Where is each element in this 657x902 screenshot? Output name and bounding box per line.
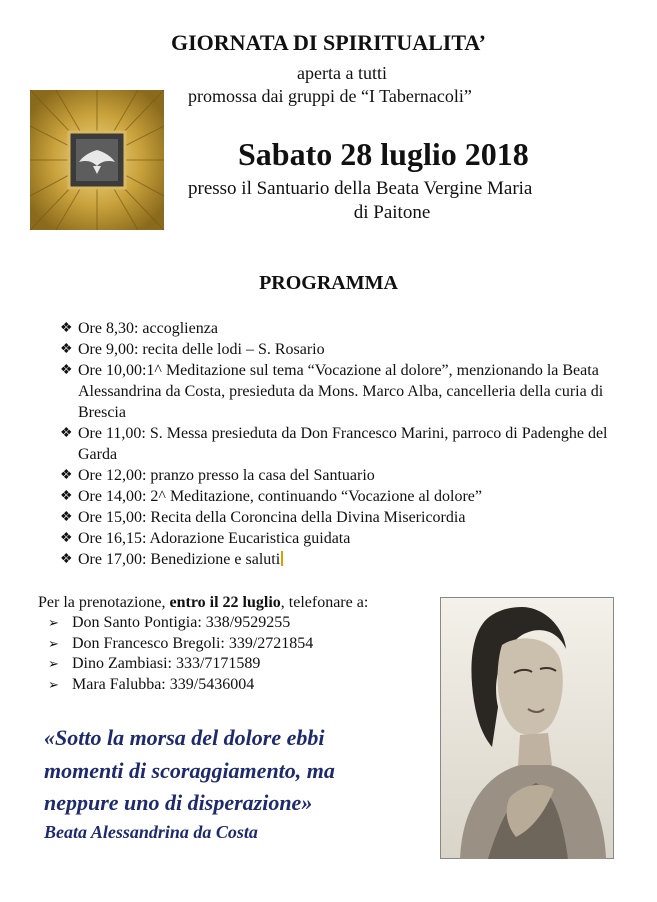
arrow-bullet-icon: ➢ [48,615,59,630]
booking-intro-text: Per la prenotazione, [38,594,170,611]
quote-line: «Sotto la morsa del dolore ebbi [44,725,325,750]
program-item-text: Ore 17,00: Benedizione e saluti [78,551,281,568]
program-item [60,507,620,528]
page-title: GIORNATA DI SPIRITUALITA’ [171,30,486,55]
event-place-line-2: di Paitone [353,202,431,223]
contact-text: Don Francesco Bregoli: 339/2721854 [72,634,314,652]
booking-intro [38,594,368,612]
subtitle-promoted-by: promossa dai gruppi de “I Tabernacoli” [188,86,472,106]
program-item [60,528,620,549]
diamond-bullet-icon: ❖ [60,342,73,357]
event-date: Sabato 28 luglio 2018 [238,136,529,172]
booking-deadline: entro il 22 luglio [169,594,281,611]
subtitle-open-to-all: aperta a tutti [297,63,387,83]
program-item [60,486,620,507]
program-item [60,360,620,423]
program-item-text: Ore 15,00: Recita della Coroncina della Divina Misericordia [78,509,466,526]
diamond-bullet-icon: ❖ [60,468,73,483]
diamond-bullet-icon: ❖ [60,321,73,336]
program-item [60,423,620,465]
diamond-bullet-icon: ❖ [60,510,73,525]
diamond-bullet-icon: ❖ [60,363,73,378]
contact-item [48,675,313,696]
program-item-text: Ore 11,00: S. Messa presieduta da Don Francesco Marini, parroco di Padenghe del Garda [78,425,608,463]
diamond-bullet-icon: ❖ [60,552,73,567]
contact-item [48,634,313,655]
program-heading: PROGRAMMA [259,272,398,294]
arrow-bullet-icon: ➢ [48,656,59,671]
contact-item [48,613,313,634]
program-list [60,318,620,570]
program-item-text: Ore 8,30: accoglienza [78,320,218,337]
program-item-text: Ore 9,00: recita delle lodi – S. Rosario [78,341,325,358]
arrow-bullet-icon: ➢ [48,635,59,651]
program-item-text: Ore 12,00: pranzo presso la casa del Santuario [78,467,375,484]
contact-text: Don Santo Pontigia: 338/9529255 [72,614,291,631]
quote-block [44,722,335,820]
diamond-bullet-icon: ❖ [60,426,73,441]
text-cursor-icon [281,551,283,566]
diamond-bullet-icon: ❖ [60,489,73,504]
program-item-text: Ore 10,00:1^ Meditazione sul tema “Vocazione al dolore”, menzionando la Beata Alessandrina da Costa, presieduta da Mons. Marco Alba, cancelleria della curia di Brescia [78,362,604,421]
booking-intro-text-end: , telefonare a: [280,594,369,611]
quote-author: Beata Alessandrina da Costa [44,822,258,842]
program-item-text: Ore 14,00: 2^ Meditazione, continuando “Vocazione al dolore” [78,488,482,505]
arrow-bullet-icon: ➢ [48,676,59,692]
quote-line: momenti di scoraggiamento, ma [44,757,335,783]
event-place-line-1: presso il Santuario della Beata Vergine Maria [188,178,533,199]
contact-text: Dino Zambiasi: 333/7171589 [72,655,261,672]
portrait-image-alessandrina [440,597,614,859]
contact-item [48,654,313,675]
quote-line: neppure uno di disperazione» [44,790,313,815]
program-item [60,318,620,339]
program-item-text: Ore 16,15: Adorazione Eucaristica guidata [78,530,351,547]
program-item [60,465,620,486]
program-item [60,549,620,570]
contact-text: Mara Falubba: 339/5436004 [72,675,255,693]
diamond-bullet-icon: ❖ [60,531,73,546]
tabernacle-emblem-image [26,86,168,234]
contact-list [48,613,313,695]
program-item [60,339,620,360]
